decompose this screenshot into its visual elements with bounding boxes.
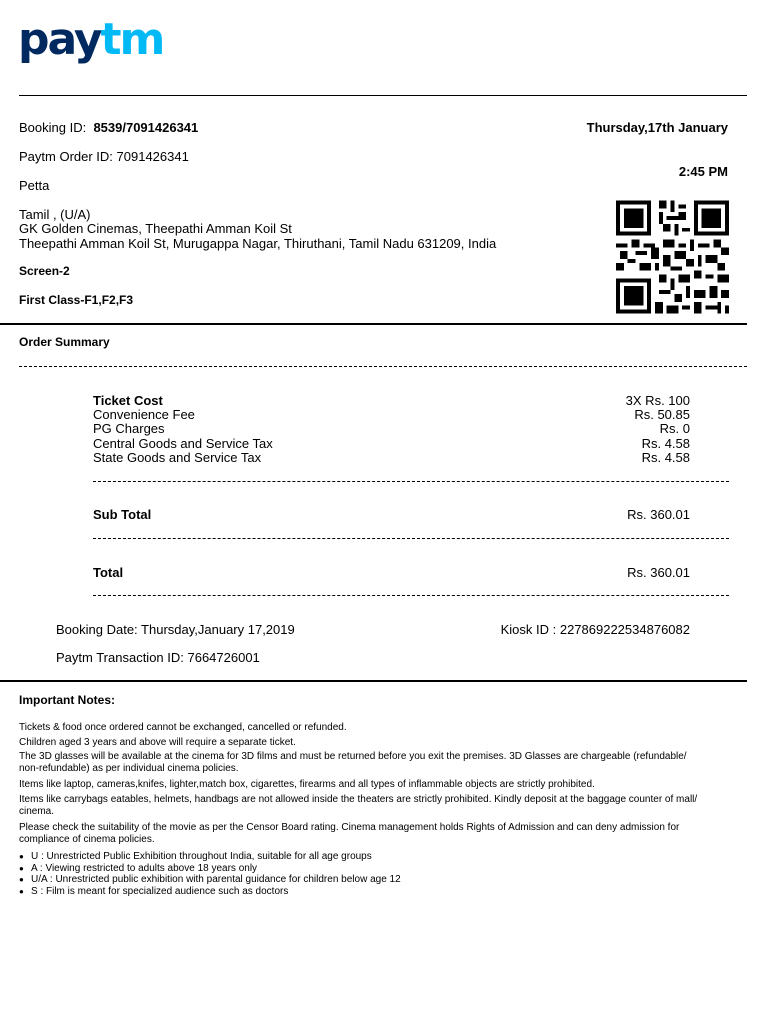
line-item-label: Ticket Cost [93,393,163,408]
order-id: Paytm Order ID: 7091426341 [19,149,189,164]
line-item-value: Rs. 4.58 [641,450,690,465]
rating-item: ● S : Film is meant for specialized audience such as doctors [19,886,401,898]
rating-item: ● A : Viewing restricted to adults above 18 years only [19,863,401,875]
cinema-name: GK Golden Cinemas, Theepathi Amman Koil St [19,221,292,236]
line-item-value: Rs. 50.85 [634,407,690,422]
subtotal-value: Rs. 360.01 [627,507,690,522]
seat-info: First Class-F1,F2,F3 [19,293,134,307]
kiosk-id: Kiosk ID : 227869222534876082 [500,622,690,637]
line-item-label: State Goods and Service Tax [93,450,262,465]
subtotal-label: Sub Total [93,507,152,522]
line-item-value: 3X Rs. 100 [625,393,690,408]
subtotal-dashed-divider [93,481,729,482]
line-item-label: PG Charges [93,421,165,436]
paytm-logo [18,14,164,65]
note-paragraph: Items like carrybags eatables, helmets, handbags are not allowed inside the theaters are strictly prohibited. Kindly deposit at the baggage counter of mall/ cinema. [19,794,698,817]
cinema-address: Theepathi Amman Koil St, Murugappa Nagar, Thiruthani, Tamil Nadu 631209, India [19,236,497,251]
header-divider [19,95,747,96]
language-rating: Tamil , (U/A) [19,207,91,222]
line-item-label: Convenience Fee [93,407,195,422]
rating-item: ● U : Unrestricted Public Exhibition throughout India, suitable for all age groups [19,851,401,863]
booking-date: Booking Date: Thursday,January 17,2019 [56,622,295,637]
order-summary-heading: Order Summary [19,335,110,349]
transaction-id: Paytm Transaction ID: 7664726001 [56,650,260,665]
show-time: 2:45 PM [678,164,728,179]
note-paragraph: Please check the suitability of the movie as per the Censor Board rating. Cinema management holds Rights of Admission and can deny admission for compliance of cinema policies. [19,822,680,845]
show-date: Thursday,17th January [586,120,728,135]
movie-title: Petta [19,178,50,193]
total-label: Total [93,565,124,580]
qr-code [616,199,729,315]
line-item-value: Rs. 4.58 [641,436,690,451]
summary-divider [0,323,747,325]
svg-text:paytm: paytm [18,14,164,65]
line-item-value: Rs. 0 [659,421,690,436]
important-notes-heading: Important Notes: [19,693,115,707]
rating-list [19,851,401,897]
note-paragraph: Tickets & food once ordered cannot be exchanged, cancelled or refunded. [19,722,347,733]
note-paragraph: Children aged 3 years and above will require a separate ticket. [19,737,296,748]
total-value: Rs. 360.01 [627,565,690,580]
booking-id-row [19,120,198,135]
total-dashed-divider [93,538,729,539]
line-item-label: Central Goods and Service Tax [93,436,273,451]
notes-divider [0,680,747,682]
screen-name: Screen-2 [19,264,70,278]
booking-id-label: Booking ID: [19,120,87,135]
note-paragraph: Items like laptop, cameras,knifes, lighter,match box, cigarettes, firearms and all types of inflammable objects are strictly prohibited. [19,779,595,790]
note-paragraph: The 3D glasses will be available at the cinema for 3D films and must be returned before you exit the premises. 3D Glasses are chargeable (refundable/ non-refundable) as per individual cinema policies. [19,751,687,774]
booking-id-value: 8539/7091426341 [93,120,199,135]
rating-item: ● U/A : Unrestricted public exhibition with parental guidance for children below age 12 [19,874,401,886]
summary-dashed-divider [19,366,747,367]
total-bottom-divider [93,595,729,596]
